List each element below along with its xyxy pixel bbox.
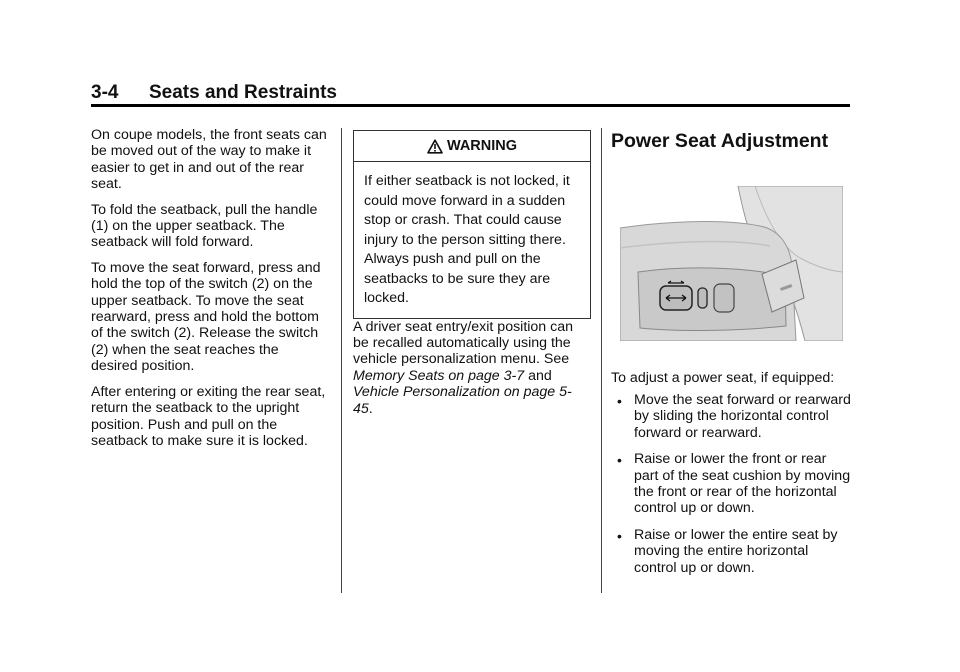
warning-box: [353, 130, 591, 319]
header-rule: [91, 104, 850, 107]
warning-title: WARNING: [446, 137, 518, 154]
paragraph: After entering or exiting the rear seat, return the seatback to the upright position. Push and pull on the seatback to make sure it is locked.: [91, 383, 326, 449]
section-title: Seats and Restraints: [149, 82, 337, 103]
text-run: and: [524, 367, 552, 384]
column-divider: [341, 128, 342, 593]
bullet-icon: •: [617, 393, 622, 409]
paragraph: [353, 319, 591, 417]
warning-text: If either seatback is not locked, it could move forward in a sudden stop or crash. That could cause injury to the person sitting there. Always push and pull on the seatbacks to be sure they are locked.: [364, 173, 570, 306]
column-middle: [353, 130, 591, 426]
warning-header: [354, 131, 590, 162]
page-header: [91, 82, 849, 104]
list-item: [611, 451, 851, 517]
column-left: [91, 127, 329, 458]
list-item: [611, 392, 851, 441]
list-item: [611, 527, 851, 576]
warning-triangle-icon: [427, 139, 443, 154]
column-right: [611, 130, 851, 152]
bullet-icon: •: [617, 527, 622, 544]
list-item-text: Raise or lower the front or rear part of the seat cushion by moving the front or rear of the horizontal control up or down.: [634, 451, 851, 517]
bullet-list: [611, 392, 851, 586]
section-heading: Power Seat Adjustment: [611, 130, 829, 152]
paragraph: On coupe models, the front seats can be moved out of the way to make it easier to get in and out of the rear seat.: [91, 127, 327, 193]
cross-reference-link[interactable]: Memory Seats on page 3-7: [353, 367, 525, 384]
list-item-text: Move the seat forward or rearward by sliding the horizontal control forward or rearward.: [634, 392, 851, 441]
paragraph: To move the seat forward, press and hold the top of the switch (2) on the upper seatback. To move the seat rearward, press and hold the bottom of the switch (2). Release the switch (2) when the seat reaches the desired position.: [91, 259, 321, 375]
bullet-icon: •: [617, 452, 622, 469]
text-run: A driver seat entry/exit position can be recalled automatically using the vehicle personalization menu. See: [353, 318, 574, 368]
list-item-text: Raise or lower the entire seat by moving the entire horizontal control up or down.: [634, 526, 838, 576]
page-number: 3-4: [91, 82, 119, 103]
column-divider: [601, 128, 602, 593]
cross-reference-link[interactable]: Vehicle Personalization on page 5-45: [353, 384, 572, 417]
power-seat-control-illustration: [620, 186, 843, 341]
intro-text: To adjust a power seat, if equipped:: [611, 370, 835, 386]
text-run: .: [368, 400, 373, 417]
paragraph: To fold the seatback, pull the handle (1) on the upper seatback. The seatback will fold forward.: [91, 201, 318, 251]
